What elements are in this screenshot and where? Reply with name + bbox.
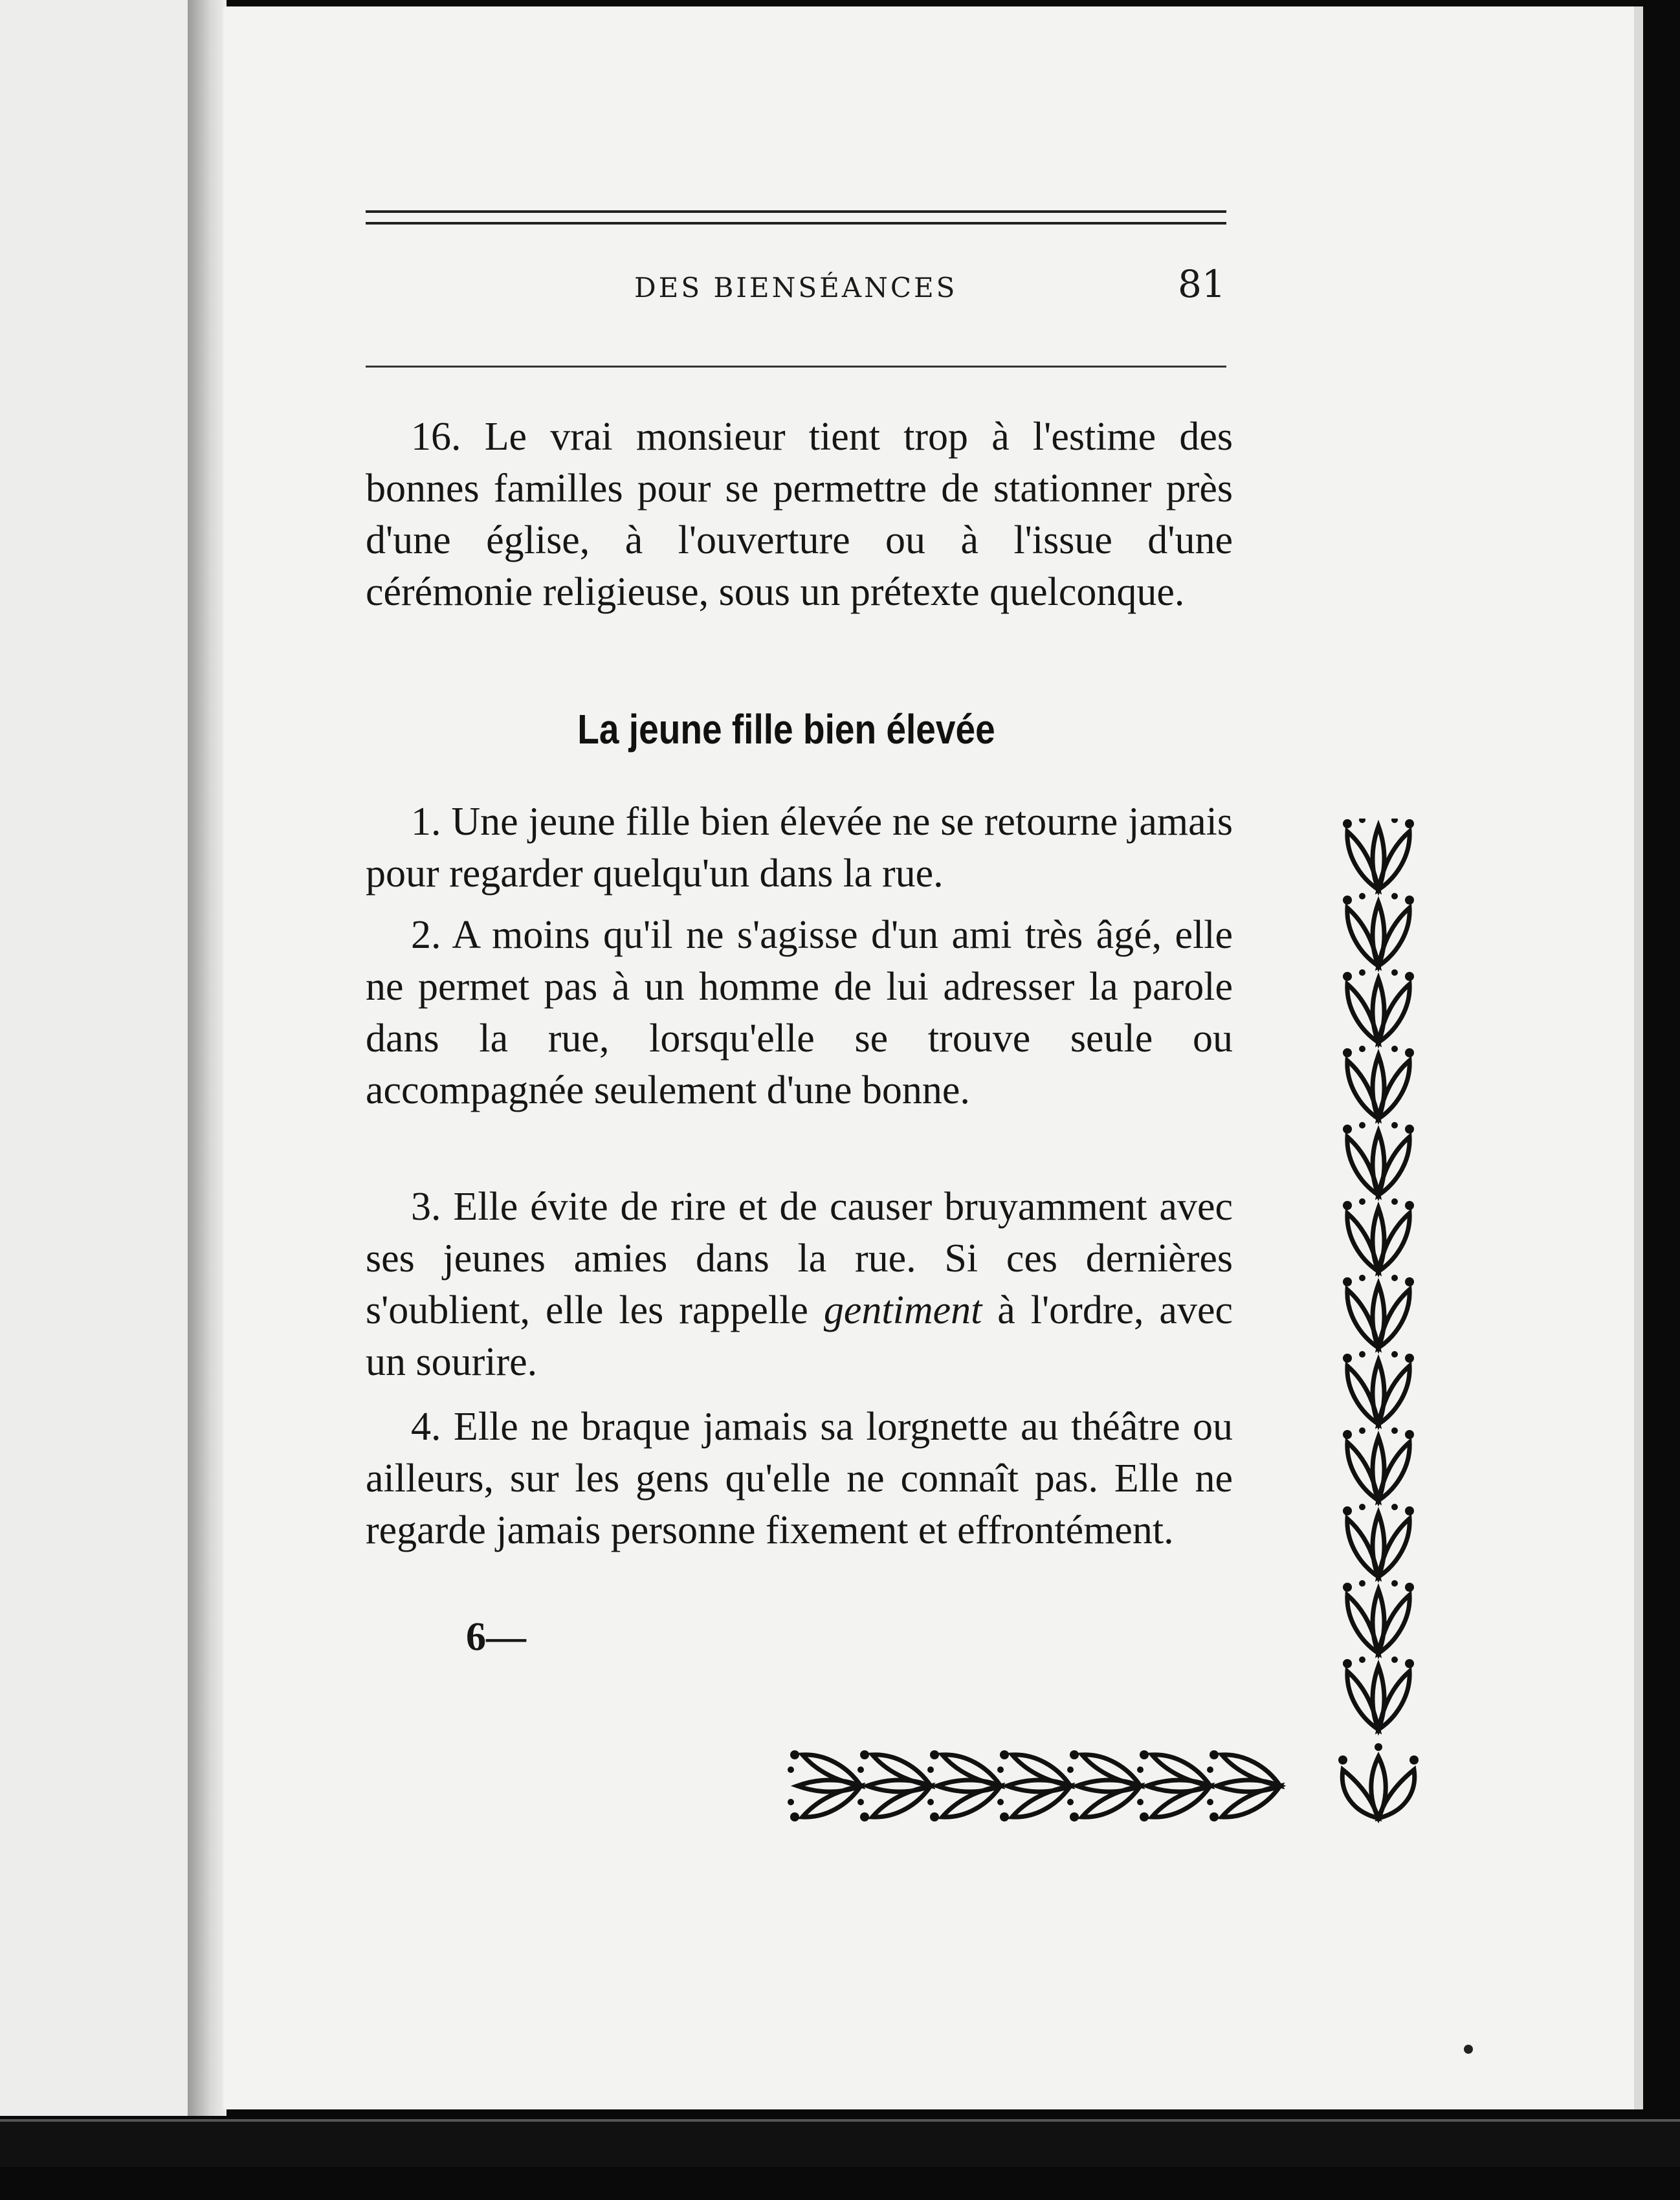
section-heading: La jeune fille bien élevée bbox=[577, 706, 995, 753]
item-4 bbox=[366, 1401, 1233, 1556]
header-double-rule bbox=[366, 210, 1226, 225]
book-gutter bbox=[188, 0, 227, 2116]
paragraph-16 bbox=[366, 411, 1233, 618]
item-text: 4. Elle ne braque jamais sa lorgnette au théâtre ou ailleurs, sur les gens qu'elle ne connaît pas. Elle ne regarde jamais personne fixement et effrontément. bbox=[366, 1405, 1233, 1552]
signature-mark: 6— bbox=[466, 1615, 526, 1659]
item-text: 3. Elle évite de rire et de causer bruyamment avec ses jeunes amies dans la rue. Si ces dernières s'oublient, elle les rappelle bbox=[366, 1185, 1233, 1332]
item-text: 1. Une jeune fille bien élevée ne se retourne jamais pour regarder quelqu'un dans la rue. bbox=[366, 800, 1233, 896]
running-head: DES BIENSÉANCES bbox=[634, 272, 958, 303]
leaf-border-vertical-icon bbox=[1333, 819, 1424, 1737]
scan-bottom-edge bbox=[0, 2119, 1680, 2167]
item-text: à l'ordre, avec un sourire. bbox=[366, 1288, 1233, 1384]
header-rule bbox=[366, 366, 1226, 368]
page-number: 81 bbox=[1178, 262, 1226, 306]
item-3 bbox=[366, 1181, 1233, 1388]
leaf-border-horizontal-icon bbox=[783, 1741, 1424, 1831]
item-2 bbox=[366, 909, 1233, 1116]
print-speck bbox=[1464, 2045, 1473, 2054]
item-1 bbox=[366, 796, 1233, 899]
emphasis-word: gentiment bbox=[823, 1288, 982, 1332]
paragraph-text: 16. Le vrai monsieur tient trop à l'estime des bonnes familles pour se permettre de stationner près d'une église, à l'ouverture ou à l'issue d'une cérémonie religieuse, sous un prétexte quelconque. bbox=[366, 415, 1233, 614]
item-text: 2. A moins qu'il ne s'agisse d'un ami très âgé, elle ne permet pas à un homme de lui adresser la parole dans la rue, lorsqu'elle se trouve seule ou accompagnée seulement d'une bonne. bbox=[366, 913, 1233, 1112]
left-page-edge bbox=[0, 0, 198, 2116]
